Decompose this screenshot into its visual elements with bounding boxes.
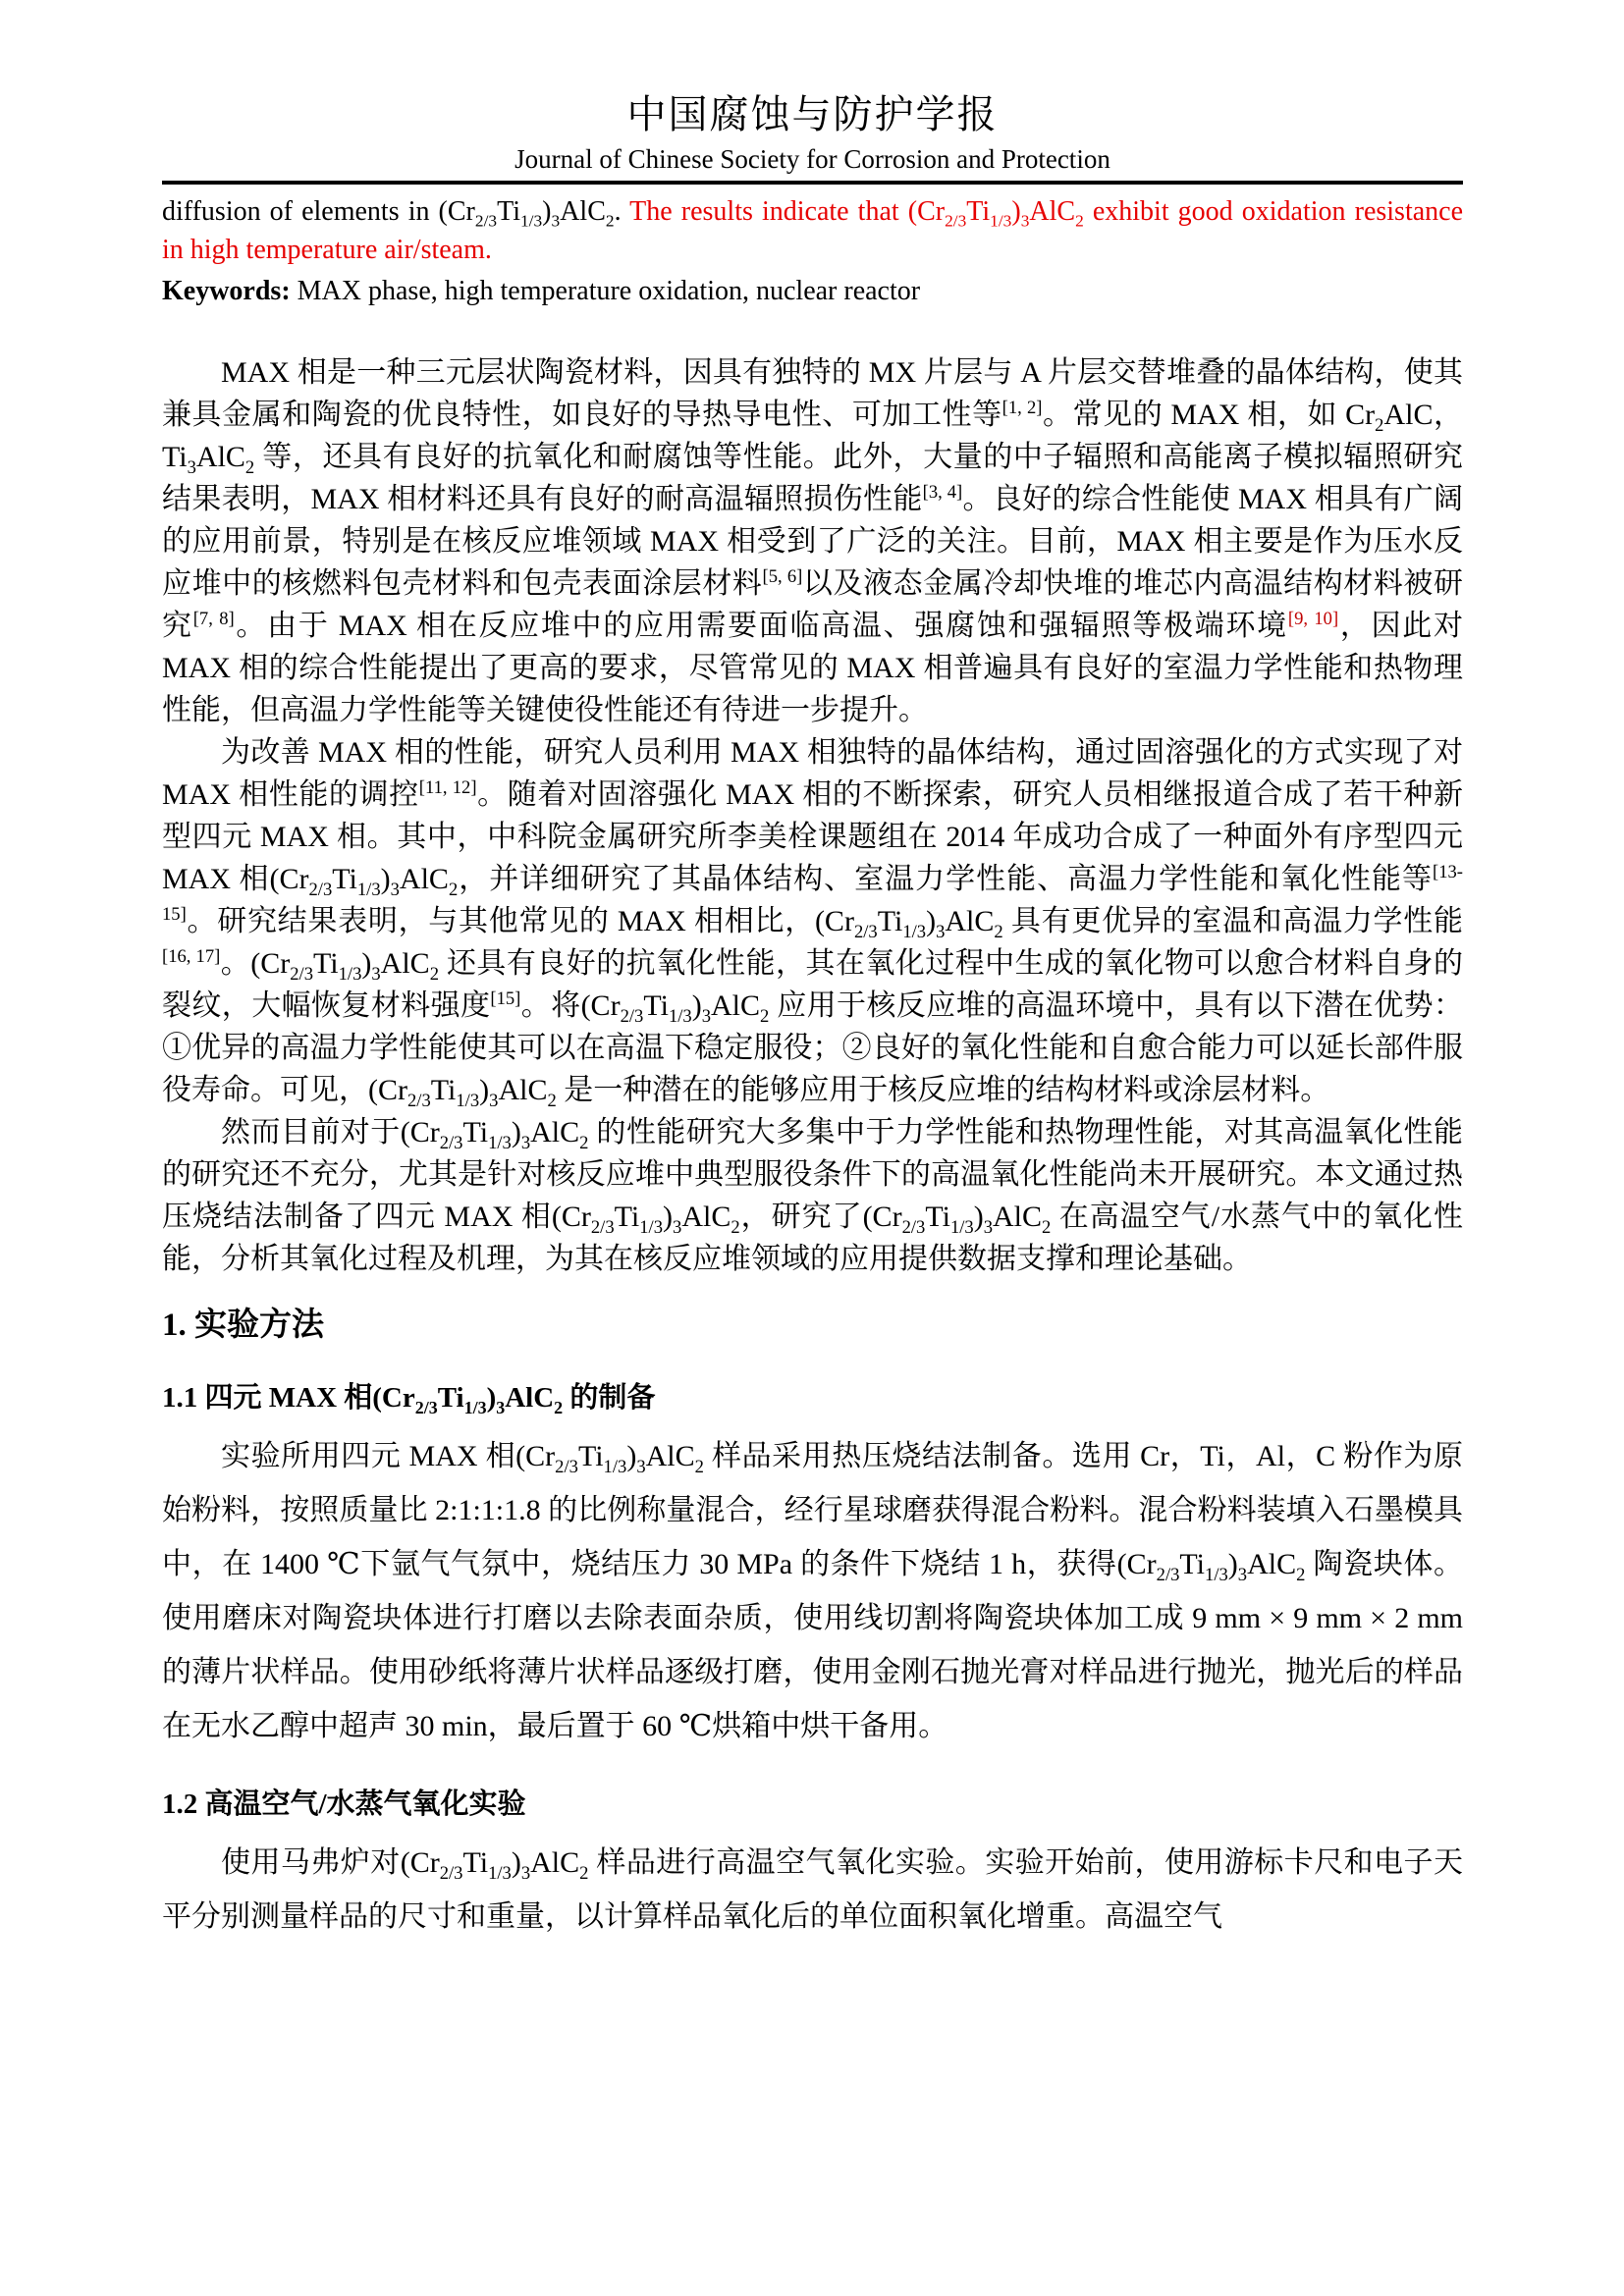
text-run: 3: [187, 457, 196, 479]
text-run: Ti: [430, 1074, 457, 1107]
text-run: [3, 4]: [922, 482, 963, 504]
text-run: 。将(Cr: [520, 989, 621, 1023]
text-run: 1/3: [488, 1133, 512, 1154]
text-run: 的性能研究大多集中于力学性能和热物理性能，对其高温氧化性能的研究还不充分，尤其是针对核反应堆中典型服役条件下的高温氧化性能尚未开展研究。本文通过热压烧结法制备了四元 MAX 相(Cr: [162, 1116, 1464, 1234]
text-run: ，并详细研究了其晶体结构、室温力学性能、高温力学性能和氧化性能等: [458, 863, 1434, 896]
text-run: AlC: [498, 1074, 548, 1107]
text-run: 2: [605, 211, 615, 231]
text-run: AlC: [681, 1201, 731, 1234]
text-run: ): [479, 1074, 490, 1107]
text-run: 。随着对固溶强化 MAX 相的不断探索，研究人员相继报道合成了若干种新型四元 MAX 相。其中，中科院金属研究所李美栓课题组在 2014 年成功合成了一种面外有序型四元 MAX 相(Cr: [162, 778, 1463, 896]
text-run: 3: [496, 1397, 506, 1417]
text-run: ): [361, 947, 372, 981]
text-run: 2: [547, 1091, 557, 1112]
text-run: 。由于 MAX 相在反应堆中的应用需要面临高温、强腐蚀和强辐照等极端环境: [234, 610, 1288, 643]
text-run: ): [380, 863, 391, 896]
text-run: 2: [731, 1217, 740, 1239]
text-run: ): [511, 1846, 521, 1880]
text-run: AlC: [645, 1439, 695, 1472]
text-run: 3: [636, 1456, 646, 1477]
text-run: 1/3: [603, 1456, 627, 1477]
text-run: ): [926, 905, 937, 938]
text-run: 3: [701, 1006, 711, 1028]
keywords-line: [162, 272, 1463, 310]
text-run: Ti: [1179, 1547, 1206, 1580]
text-run: 1/3: [1205, 1564, 1228, 1585]
keywords-text: MAX phase, high temperature oxidation, nuclear reactor: [290, 276, 921, 307]
text-run: 1/3: [519, 211, 543, 231]
text-run: ，研究了(Cr: [739, 1201, 902, 1234]
section-1-2-heading: 1.2 高温空气/水蒸气氧化实验: [162, 1788, 526, 1820]
text-run: 实验所用四元 MAX 相(Cr: [221, 1439, 556, 1472]
text-run: ): [1227, 1547, 1238, 1580]
text-run: AlC: [195, 441, 245, 474]
text-run: 3: [520, 1863, 531, 1885]
text-run: 2/3: [439, 1133, 463, 1154]
text-run: AlC: [560, 196, 606, 228]
text-run: Ti: [332, 863, 357, 896]
text-run: 然而目前对于(Cr: [221, 1116, 440, 1149]
text-run: .: [614, 196, 630, 228]
text-run: 以及液态金属冷却快堆的堆芯内高温结构材料被研究: [162, 567, 1464, 643]
text-run: Ti: [966, 196, 991, 228]
section-1-heading: 1. 实验方法: [162, 1308, 324, 1344]
text-run: [7, 8]: [192, 609, 235, 630]
header-rule: [162, 181, 1463, 185]
section-1-1-heading: [162, 1380, 1463, 1415]
text-run: [9, 10]: [1287, 609, 1339, 630]
text-run: Ti: [877, 905, 903, 938]
text-run: AlC: [1029, 196, 1076, 228]
text-run: 1/3: [902, 922, 927, 943]
text-run: 2: [429, 964, 439, 986]
text-run: 2: [760, 1006, 770, 1028]
text-run: 1/3: [463, 1397, 487, 1417]
text-run: 2/3: [555, 1456, 578, 1477]
text-run: 2/3: [474, 211, 498, 231]
text-run: diffusion of elements in (Cr: [162, 196, 475, 228]
text-run: 3: [371, 964, 381, 986]
text-run: AlC: [1247, 1547, 1297, 1580]
text-run: 3: [1237, 1564, 1248, 1585]
text-run: 2: [579, 1133, 589, 1154]
text-run: 2/3: [407, 1091, 431, 1112]
text-run: 是一种潜在的能够应用于核反应堆的结构材料或涂层材料。: [556, 1074, 1330, 1107]
text-run: [5, 6]: [762, 566, 803, 588]
text-run: AlC，Ti: [162, 399, 1464, 474]
abstract-continuation: [162, 192, 1463, 269]
text-run: Ti: [614, 1201, 640, 1234]
text-run: 2: [448, 880, 459, 901]
text-run: 2: [1296, 1564, 1306, 1585]
section-1-1-paragraph: [162, 1429, 1463, 1753]
text-run: 2: [554, 1397, 564, 1417]
text-run: 3: [520, 1133, 531, 1154]
section-1-2-paragraph: [162, 1836, 1463, 1944]
text-run: 使用马弗炉对(Cr: [221, 1846, 440, 1880]
text-run: 还具有良好的抗氧化性能，其在氧化过程中生成的氧化物可以愈合材料自身的裂纹，大幅恢复材料强度: [162, 947, 1463, 1023]
text-run: 3: [551, 211, 561, 231]
text-run: 等，还具有良好的抗氧化和耐腐蚀等性能。此外，大量的中子辐照和高能离子模拟辐照研究结果表明，MAX 相材料还具有良好的耐高温辐照损伤性能: [162, 441, 1463, 516]
text-run: AlC: [993, 1201, 1043, 1234]
text-run: 2: [1075, 211, 1084, 231]
text-run: ，因此对 MAX 相的综合性能提出了更高的要求，尽管常见的 MAX 相普遍具有良好的室温力学性能和热物理性能，但高温力学性能等关键使役性能还有待进一步提升。: [162, 610, 1464, 727]
text-run: AlC: [380, 947, 430, 981]
journal-title-en: Journal of Chinese Society for Corrosion and Protection: [514, 144, 1110, 174]
text-run: 3: [983, 1217, 993, 1239]
text-run: 1/3: [356, 880, 381, 901]
text-run: Ti: [925, 1201, 950, 1234]
text-run: Ti: [462, 1846, 489, 1880]
journal-header: [162, 90, 1463, 175]
text-run: 具有更优异的室温和高温力学性能: [1002, 905, 1464, 938]
text-run: [15]: [490, 988, 521, 1010]
text-run: 2/3: [290, 964, 313, 986]
text-run: AlC: [399, 863, 449, 896]
text-run: Ti: [643, 989, 669, 1023]
text-run: 2/3: [590, 1217, 615, 1239]
text-run: ): [1011, 196, 1021, 228]
text-run: 1/3: [949, 1217, 974, 1239]
text-run: 2/3: [945, 211, 967, 231]
intro-paragraph-1: [162, 351, 1463, 731]
text-run: 2/3: [1156, 1564, 1180, 1585]
text-run: 1/3: [639, 1217, 664, 1239]
text-run: MAX 相是一种三元层状陶瓷材料，因具有独特的 MX 片层与 A 片层交替堆叠的晶体结构，使其兼具金属和陶瓷的优良特性，如良好的导热导电性、可加工性等: [162, 356, 1463, 432]
text-run: Ti: [313, 947, 339, 981]
text-run: AlC: [505, 1381, 555, 1414]
text-run: Ti: [462, 1116, 489, 1149]
text-run: [16, 17]: [162, 946, 221, 968]
text-run: Ti: [577, 1439, 604, 1472]
text-run: 3: [1020, 211, 1030, 231]
text-run: 3: [936, 922, 946, 943]
text-run: 。研究结果表明，与其他常见的 MAX 相相比，(Cr: [186, 905, 854, 938]
text-run: [1, 2]: [1001, 398, 1043, 419]
text-run: exhibit good oxidation resistance in high temperature air/steam.: [162, 196, 1464, 266]
text-run: 2/3: [439, 1863, 463, 1885]
text-run: 。良好的综合性能使 MAX 相具有广阔的应用前景，特别是在核反应堆领域 MAX 相受到了广泛的关注。目前，MAX 相主要是作为压水反应堆中的核燃料包壳材料和包壳表面涂层材料: [162, 483, 1463, 601]
text-run: 2/3: [853, 922, 878, 943]
intro-paragraph-2: [162, 731, 1463, 1111]
text-run: 样品采用热压烧结法制备。选用 Cr，Ti，Al，C 粉作为原始粉料，按照质量比 2:1:1:1.8 的比例称量混合，经行星球磨获得混合粉料。混合粉料装填入石墨模具中，在 1400 ℃下氩气气氛中，烧结压力 30 MPa 的条件下烧结 1 h，获得(Cr: [162, 1439, 1463, 1580]
text-run: 1/3: [338, 964, 362, 986]
text-run: 应用于核反应堆的高温环境中，具有以下潜在优势：①优异的高温力学性能使其可以在高温下稳定服役；②良好的氧化性能和自愈合能力可以延长部件服役寿命。可见，(Cr: [162, 989, 1463, 1107]
text-run: ): [542, 196, 552, 228]
text-run: 2: [579, 1863, 589, 1885]
text-run: ): [691, 989, 702, 1023]
intro-paragraph-3: [162, 1111, 1463, 1280]
text-run: ): [486, 1381, 497, 1414]
text-run: AlC: [530, 1846, 580, 1880]
keywords-label: Keywords:: [162, 276, 291, 307]
text-run: Ti: [497, 196, 520, 228]
text-run: 。常见的 MAX 相，如 Cr: [1042, 399, 1376, 432]
text-run: 3: [489, 1091, 499, 1112]
text-run: ): [626, 1439, 637, 1472]
text-run: 2: [244, 457, 255, 479]
text-run: 2/3: [308, 880, 333, 901]
text-run: Ti: [437, 1381, 464, 1414]
text-run: 1/3: [990, 211, 1012, 231]
text-run: ): [663, 1201, 674, 1234]
text-run: 在高温空气/水蒸气中的氧化性能，分析其氧化过程及机理，为其在核反应堆领域的应用提供数据支撑和理论基础。: [162, 1201, 1463, 1276]
text-run: 陶瓷块体。使用磨床对陶瓷块体进行打磨以去除表面杂质，使用线切割将陶瓷块体加工成 9 mm × 9 mm × 2 mm 的薄片状样品。使用砂纸将薄片状样品逐级打磨，使用金刚石抛光膏对样品进行抛光，抛光后的样品在无水乙醇中超声 30 min，最后置于 60 ℃烘箱中烘干备用。: [162, 1547, 1464, 1742]
text-run: 3: [673, 1217, 682, 1239]
text-run: AlC: [945, 905, 995, 938]
text-run: 2: [1375, 415, 1384, 437]
text-run: AlC: [711, 989, 761, 1023]
text-run: 1/3: [456, 1091, 480, 1112]
text-run: 为改善 MAX 相的性能，研究人员利用 MAX 相独特的晶体结构，通过固溶强化的方式实现了对 MAX 相性能的调控: [162, 736, 1463, 812]
text-run: 3: [390, 880, 400, 901]
text-run: [11, 12]: [418, 777, 477, 799]
text-run: 2/3: [620, 1006, 644, 1028]
text-run: 2: [994, 922, 1003, 943]
journal-title-cn: 中国腐蚀与防护学报: [626, 92, 999, 136]
text-run: 2/3: [901, 1217, 926, 1239]
text-run: 样品进行高温空气氧化实验。实验开始前，使用游标卡尺和电子天平分别测量样品的尺寸和重量，以计算样品氧化后的单位面积氧化增重。高温空气: [162, 1846, 1464, 1934]
text-run: The results indicate that (Cr: [629, 196, 946, 228]
text-run: 的制备: [563, 1381, 656, 1414]
text-run: 2/3: [414, 1397, 438, 1417]
text-run: 1/3: [488, 1863, 512, 1885]
text-run: 1/3: [668, 1006, 692, 1028]
text-run: [13-15]: [162, 862, 1463, 926]
text-run: ): [511, 1116, 521, 1149]
text-run: 2: [1042, 1217, 1052, 1239]
text-run: 1.1 四元 MAX 相(Cr: [162, 1381, 415, 1414]
text-run: AlC: [530, 1116, 580, 1149]
text-run: 。(Cr: [220, 947, 291, 981]
text-run: ): [973, 1201, 984, 1234]
text-run: 2: [694, 1456, 704, 1477]
